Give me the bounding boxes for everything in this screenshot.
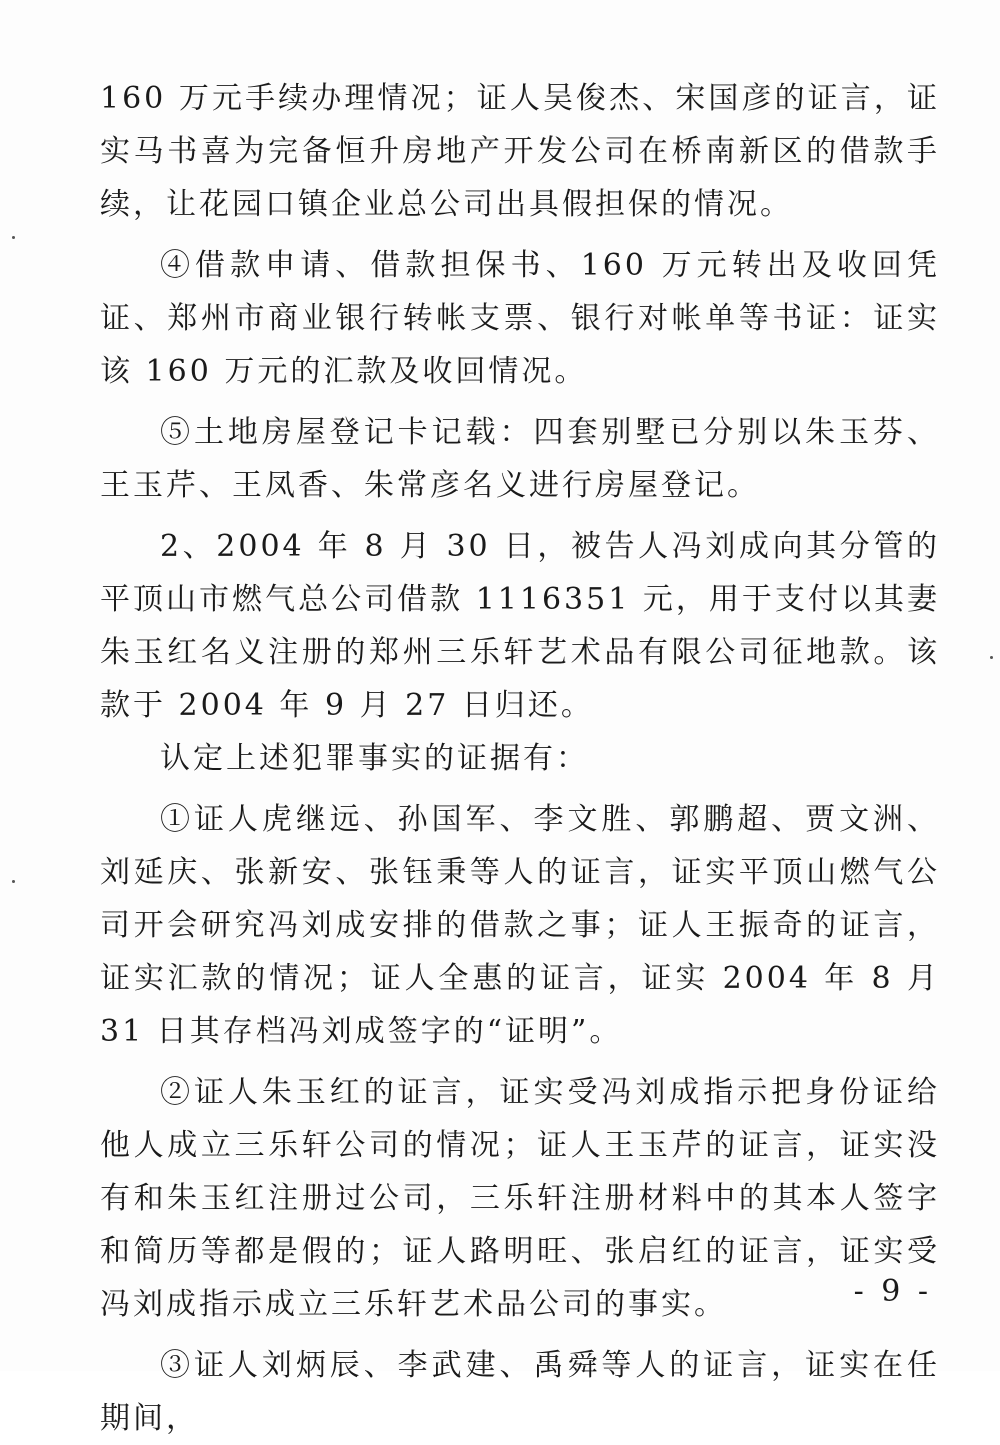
paragraph-evidence-3: ③证人刘炳辰、李武建、禹舜等人的证言，证实在任期间， [100,1348,940,1436]
paragraph-fact-2: 2、2004 年 8 月 30 日，被告人冯刘成向其分管的平顶山市燃气总公司借款 1116351 元，用于支付以其妻朱玉红名义注册的郑州三乐轩艺术品有限公司征地款。该款于 2004 年 9 月 27 日归还。 [100,529,940,723]
paragraph-evidence-4: ④借款申请、借款担保书、160 万元转出及收回凭证、郑州市商业银行转帐支票、银行对帐单等书证：证实该 160 万元的汇款及收回情况。 [100,248,940,389]
paragraph-evidence-5: ⑤土地房屋登记卡记载：四套别墅已分别以朱玉芬、王玉芹、王凤香、朱常彦名义进行房屋登记。 [100,415,940,503]
paragraph-evidence-1: ①证人虎继远、孙国军、李文胜、郭鹏超、贾文洲、刘延庆、张新安、张钰秉等人的证言，证实平顶山燃气公司开会研究冯刘成安排的借款之事；证人王振奇的证言，证实汇款的情况；证人全惠的证言，证实 2004 年 8 月 31 日其存档冯刘成签字的“证明”。 [100,802,940,1049]
scan-speck [12,880,15,883]
paragraph-continuation: 160 万元手续办理情况；证人吴俊杰、宋国彦的证言，证实马书喜为完备恒升房地产开发公司在桥南新区的借款手续，让花园口镇企业总公司出具假担保的情况。 [100,81,940,222]
scan-speck [12,236,15,239]
document-body [100,72,940,1445]
page-number: - 9 - [853,1274,932,1309]
paragraph-evidence-2: ②证人朱玉红的证言，证实受冯刘成指示把身份证给他人成立三乐轩公司的情况；证人王玉芹的证言，证实没有和朱玉红注册过公司，三乐轩注册材料中的其本人签字和简历等都是假的；证人路明旺、张启红的证言，证实受冯刘成指示成立三乐轩艺术品公司的事实。 [100,1075,940,1322]
paragraph-evidence-heading: 认定上述犯罪事实的证据有： [160,741,589,776]
scan-speck [990,656,993,659]
